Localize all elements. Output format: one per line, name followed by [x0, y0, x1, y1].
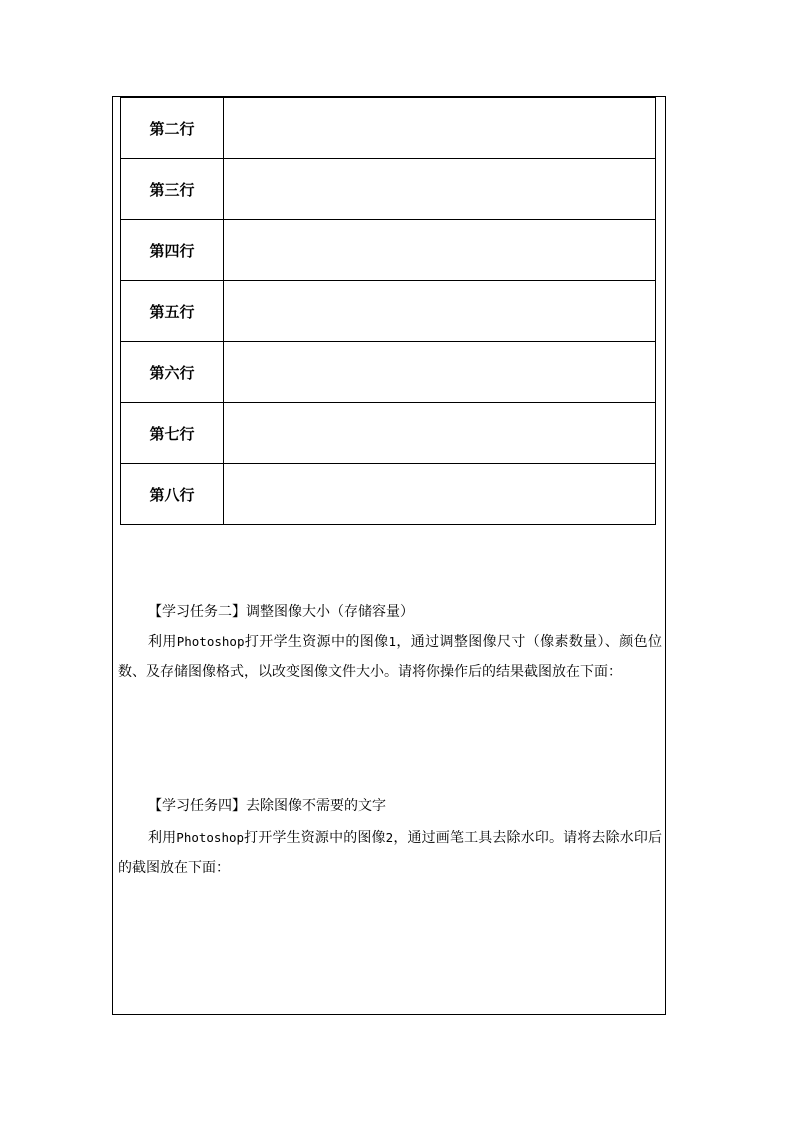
row-answer-cell[interactable]	[224, 464, 656, 525]
table-row	[121, 281, 656, 342]
task-four-title: 【学习任务四】去除图像不需要的文字	[148, 798, 386, 814]
row-label: 第六行	[121, 342, 224, 403]
table-row	[121, 98, 656, 159]
task-three-instructions	[118, 627, 662, 687]
row-label: 第五行	[121, 281, 224, 342]
instruction-text: 利用	[148, 830, 177, 846]
table-row	[121, 464, 656, 525]
row-label: 第八行	[121, 464, 224, 525]
task-three-title: 【学习任务二】调整图像大小（存储容量）	[148, 604, 414, 620]
instruction-text: 打开学生资源中的图像	[244, 634, 389, 650]
table-row	[121, 220, 656, 281]
row-label: 第三行	[121, 159, 224, 220]
software-name: Photoshop	[176, 634, 245, 649]
row-answer-cell[interactable]	[224, 220, 656, 281]
row-label: 第七行	[121, 403, 224, 464]
row-answer-cell[interactable]	[224, 403, 656, 464]
instruction-text: ，通过调整图像尺寸（像素数量）、颜色位数、及存储图像格式，以改变图像文件大小。请将你操作后的结果截图放在下面：	[118, 634, 663, 680]
row-label: 第二行	[121, 98, 224, 159]
row-answer-cell[interactable]	[224, 342, 656, 403]
row-table	[120, 97, 656, 525]
instruction-text: 打开学生资源中的图像	[244, 830, 386, 846]
row-answer-cell[interactable]	[224, 98, 656, 159]
table-row	[121, 159, 656, 220]
row-label: 第四行	[121, 220, 224, 281]
instruction-text: ，通过画笔工具去除水印。请将去除水印后的截图放在下面：	[118, 830, 663, 876]
row-answer-cell[interactable]	[224, 281, 656, 342]
software-name: Photoshop	[176, 830, 245, 845]
image-number: 1	[388, 634, 397, 649]
image-number: 2	[385, 830, 394, 845]
task-four-instructions	[118, 823, 662, 883]
instruction-text: 利用	[148, 634, 177, 650]
row-answer-cell[interactable]	[224, 159, 656, 220]
table-row	[121, 403, 656, 464]
table-row	[121, 342, 656, 403]
